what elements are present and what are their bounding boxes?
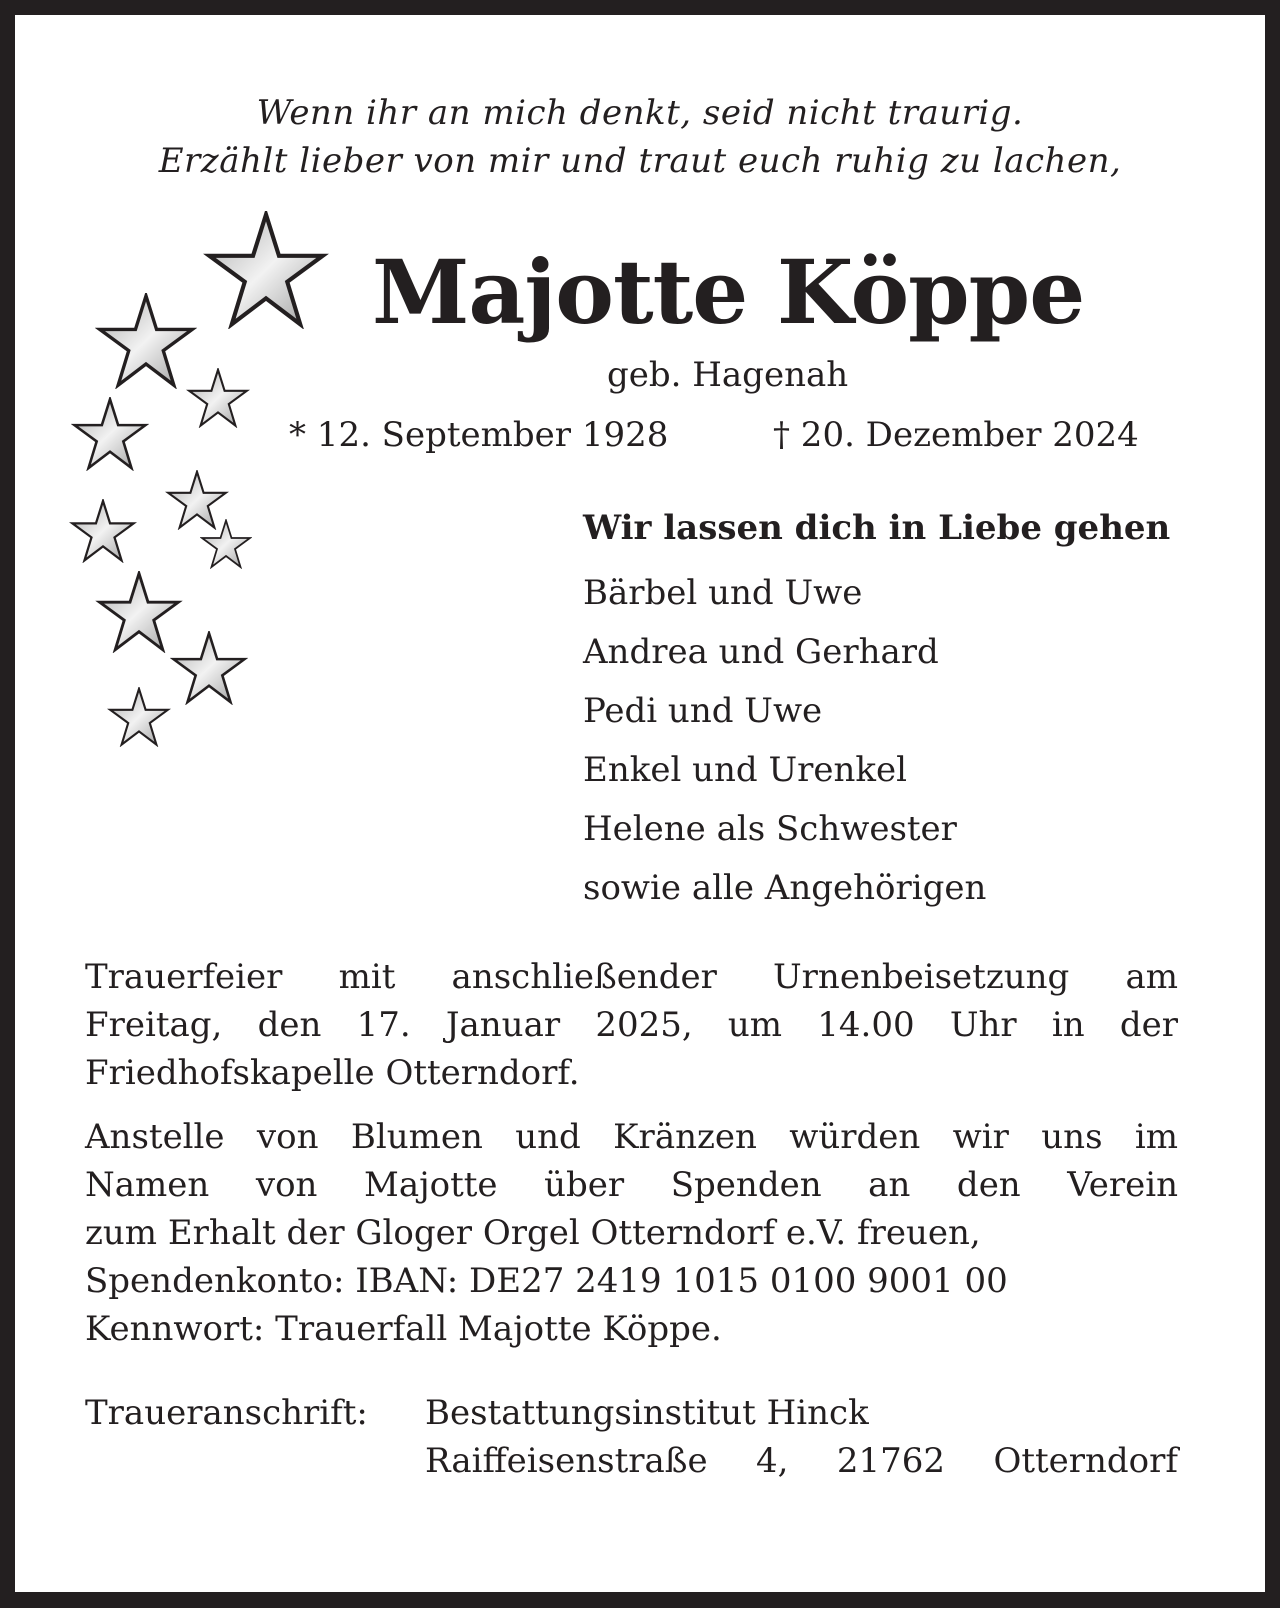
mourners-heading: Wir lassen dich in Liebe gehen [583, 508, 1171, 548]
maiden-name: geb. Hagenah [607, 355, 849, 395]
donation-line: Namen von Majotte über Spenden an den Verein [85, 1165, 1178, 1205]
star-icon [71, 397, 149, 471]
birth-date: * 12. September 1928 [289, 415, 669, 455]
obituary-card [15, 15, 1265, 1592]
mourner-name: Helene als Schwester [583, 809, 957, 849]
star-icon [200, 519, 252, 569]
ceremony-line: Trauerfeier mit anschließender Urnenbeisetzung am [85, 957, 1178, 997]
star-icon [95, 293, 197, 389]
mourner-name: Andrea und Gerhard [583, 632, 939, 672]
donation-line: Spendenkonto: IBAN: DE27 2419 1015 0100 9001 00 [85, 1261, 1008, 1301]
star-icon [186, 368, 250, 428]
quote-line-2: Erzählt lieber von mir und traut euch ruhig zu lachen, [158, 141, 1122, 181]
mourner-name: Bärbel und Uwe [583, 573, 863, 613]
ceremony-line: Freitag, den 17. Januar 2025, um 14.00 Uhr in der [85, 1005, 1178, 1045]
mourner-name: Enkel und Urenkel [583, 750, 908, 790]
donation-paragraph [85, 1113, 1178, 1353]
mourner-name: sowie alle Angehörigen [583, 868, 987, 908]
mourner-name: Pedi und Uwe [583, 691, 823, 731]
address-line-1: Bestattungsinstitut Hinck [425, 1393, 869, 1433]
star-icon [69, 499, 137, 563]
deceased-name: Majotte Köppe [372, 240, 1085, 344]
death-date: † 20. Dezember 2024 [773, 415, 1139, 455]
donation-line: Anstelle von Blumen und Kränzen würden wir uns im [85, 1117, 1178, 1157]
quote-line-1: Wenn ihr an mich denkt, seid nicht traurig. [256, 93, 1024, 133]
address-line-2: Raiffeisenstraße 4, 21762 Otterndorf [425, 1441, 1178, 1481]
star-icon [203, 211, 329, 329]
star-icon [107, 687, 171, 747]
donation-line: Kennwort: Trauerfall Majotte Köppe. [85, 1309, 722, 1349]
donation-line: zum Erhalt der Gloger Orgel Otterndorf e.V. freuen, [85, 1213, 981, 1253]
ceremony-paragraph [85, 953, 1178, 1097]
ceremony-line: Friedhofskapelle Otterndorf. [85, 1053, 580, 1093]
address-label: Traueranschrift: [85, 1393, 368, 1433]
star-icon [170, 631, 248, 705]
